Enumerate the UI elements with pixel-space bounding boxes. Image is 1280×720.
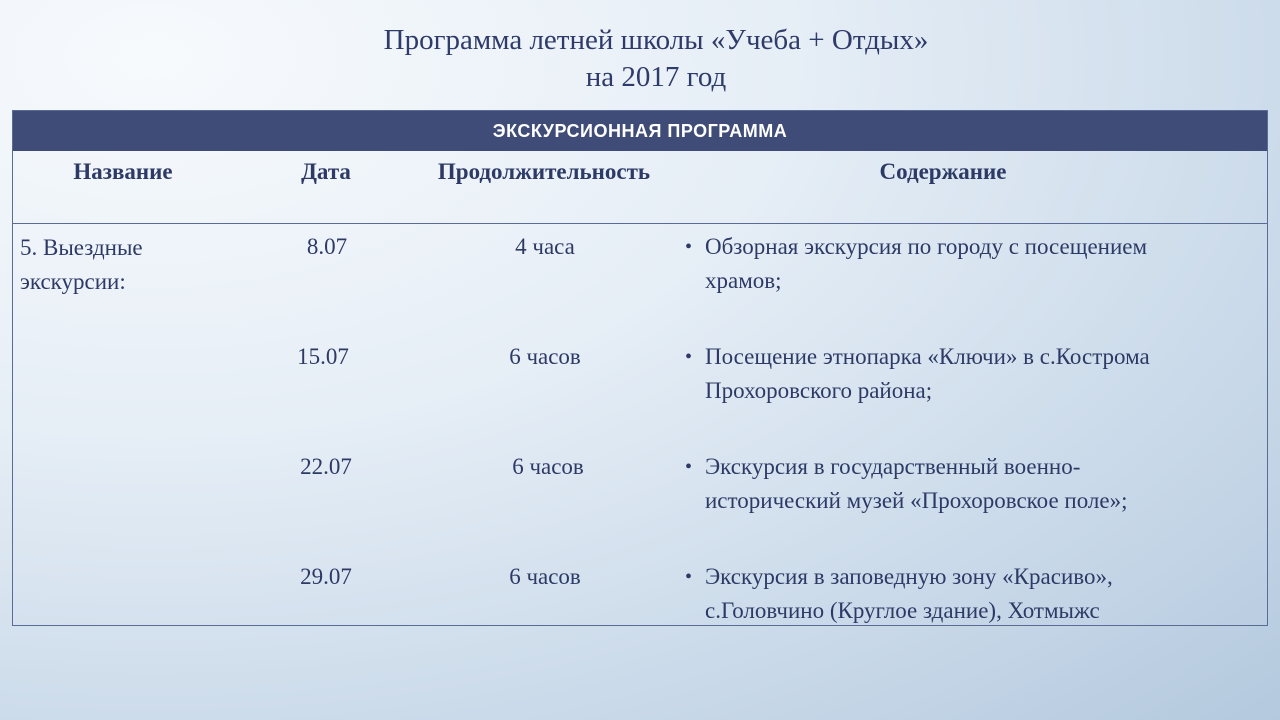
- content-line-2: с.Головчино (Круглое здание), Хотмыжс: [705, 598, 1100, 623]
- slide-title: [0, 22, 1280, 96]
- content-line-1: Посещение этнопарка «Ключи» в с.Кострома: [705, 344, 1150, 369]
- table-banner: ЭКСКУРСИОННАЯ ПРОГРАММА: [13, 111, 1267, 151]
- content-line-1: Экскурсия в государственный военно-: [705, 454, 1081, 479]
- row-duration: 6 часов: [512, 454, 584, 479]
- table-row: [13, 340, 1267, 440]
- title-line-2: на 2017 год: [585, 61, 727, 93]
- bullet-icon: •: [685, 346, 693, 368]
- header-duration: Продолжительность: [437, 159, 651, 184]
- bullet-icon: •: [685, 236, 693, 258]
- row-content: [705, 560, 1245, 628]
- row-content: [705, 450, 1245, 518]
- excursion-table: [12, 110, 1268, 626]
- row-duration: 4 часа: [515, 234, 575, 259]
- content-line-1: Обзорная экскурсия по городу с посещением: [705, 234, 1148, 259]
- row-date: 15.07: [297, 344, 349, 369]
- row-content: [705, 230, 1245, 298]
- row-date: 22.07: [300, 454, 352, 479]
- row-content: [705, 340, 1245, 408]
- table-header-row: [13, 151, 1267, 224]
- table-row: [13, 450, 1267, 550]
- bullet-icon: •: [685, 456, 693, 478]
- row-date: 29.07: [300, 564, 352, 589]
- content-line-2: исторический музей «Прохоровское поле»;: [705, 488, 1128, 513]
- row-date: 8.07: [306, 234, 348, 259]
- row-duration: 6 часов: [509, 344, 581, 369]
- content-line-2: храмов;: [705, 268, 782, 293]
- bullet-icon: •: [685, 566, 693, 588]
- row-duration: 6 часов: [509, 564, 581, 589]
- header-date: Дата: [301, 159, 351, 184]
- category-line-2: экскурсии:: [20, 269, 126, 294]
- category-line-1: 5. Выездные: [20, 235, 143, 260]
- content-line-2: Прохоровского района;: [705, 378, 933, 403]
- table-row: [13, 230, 1267, 330]
- header-content: Содержание: [879, 159, 1007, 184]
- title-line-1: Программа летней школы «Учеба + Отдых»: [383, 24, 929, 56]
- header-name: Название: [73, 159, 173, 184]
- content-line-1: Экскурсия в заповедную зону «Красиво»,: [705, 564, 1113, 589]
- table-row: [13, 560, 1267, 660]
